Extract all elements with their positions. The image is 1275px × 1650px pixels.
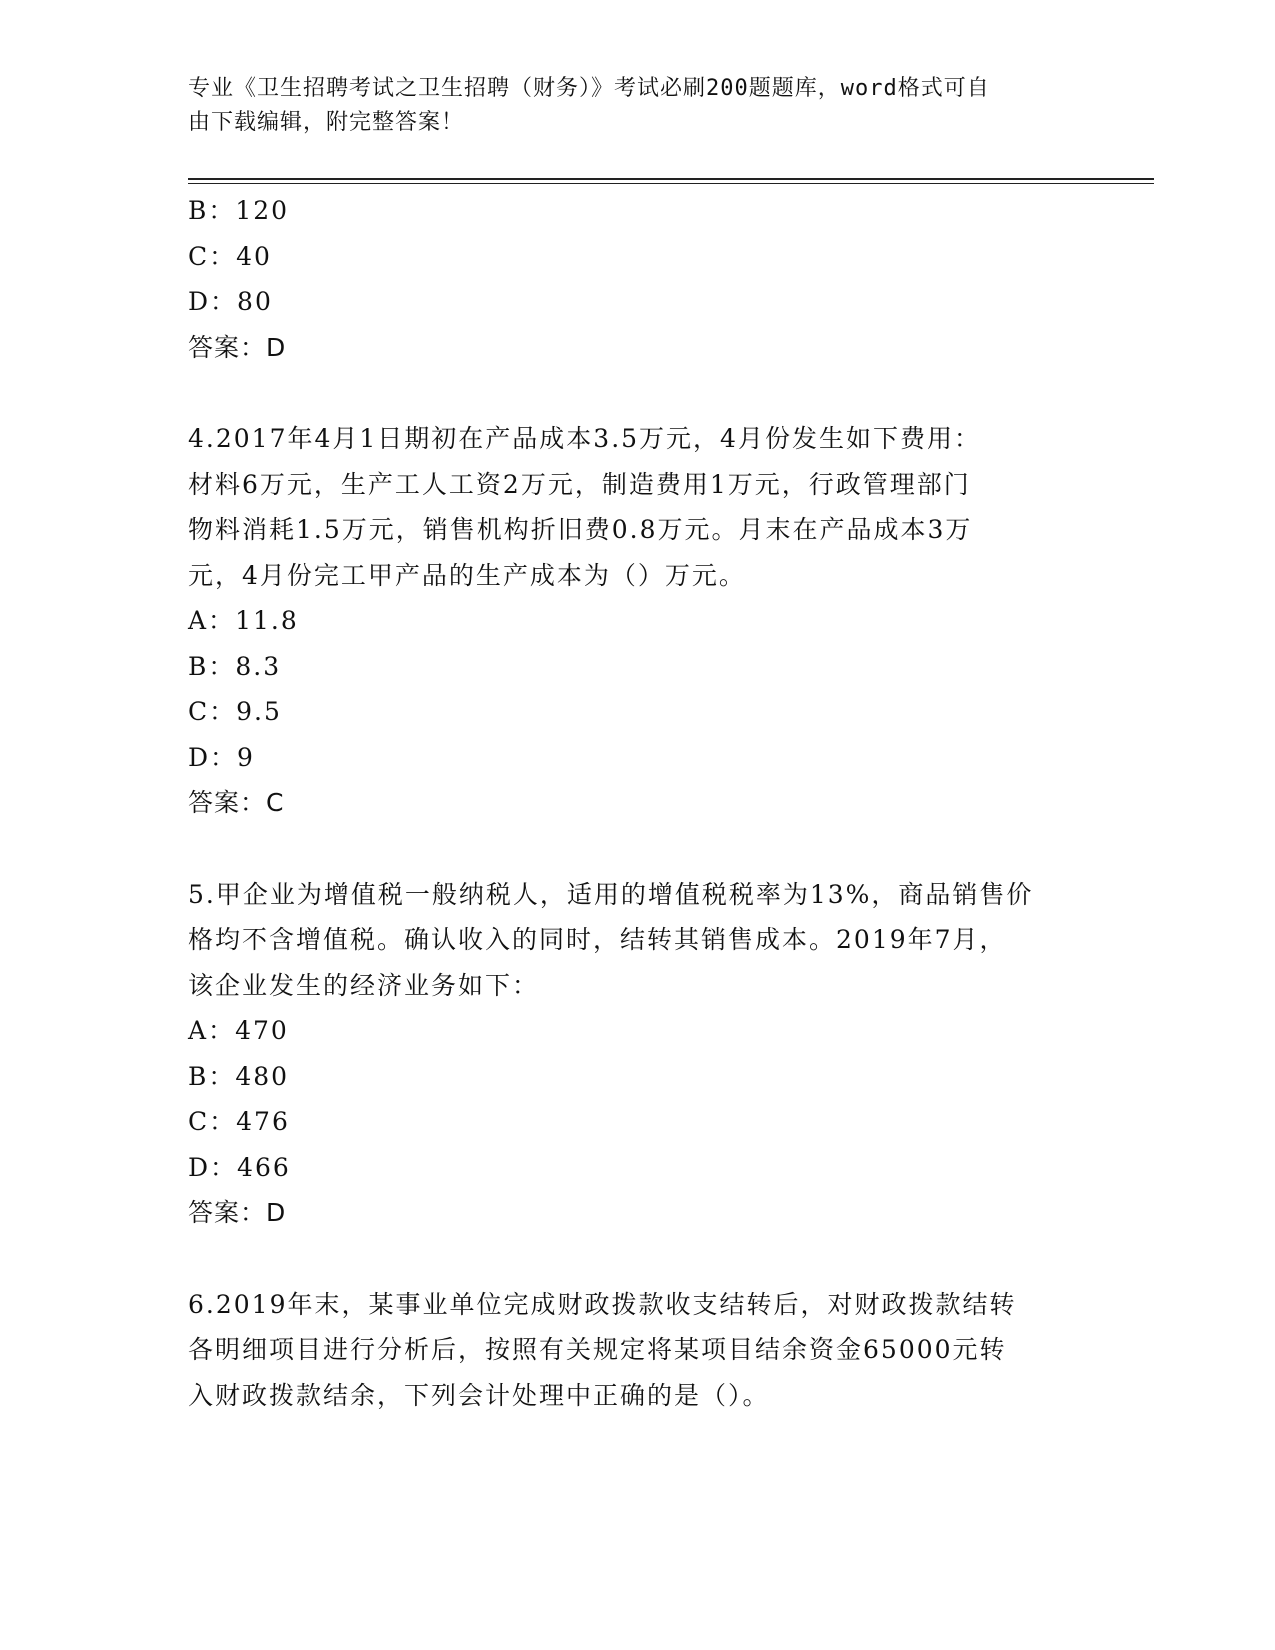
option-a (188, 1008, 1088, 1054)
option-value: 476 (236, 1107, 290, 1136)
header-line-2: 由下载编辑，附完整答案！ (188, 110, 465, 135)
option-label: D： (188, 1152, 238, 1182)
answer (188, 1190, 1088, 1236)
option-b (188, 188, 1088, 234)
answer (188, 780, 1088, 826)
header-rule-thick (188, 178, 1154, 180)
option-value: 9.5 (236, 697, 282, 726)
option-label: B： (188, 1061, 236, 1091)
answer-value: D (266, 1198, 287, 1227)
option-value: 470 (235, 1016, 289, 1045)
question-4 (188, 416, 1088, 826)
question-3-tail (188, 188, 1088, 370)
answer-value: C (266, 788, 285, 817)
option-c (188, 234, 1088, 280)
document-header (188, 72, 1068, 140)
option-b (188, 1054, 1088, 1100)
option-label: C： (188, 241, 237, 271)
option-label: B： (188, 196, 236, 225)
question-stem-line: 该企业发生的经济业务如下： (188, 970, 540, 1000)
answer-label: 答案： (188, 1198, 267, 1227)
option-value: 120 (235, 196, 290, 225)
question-stem-line: 各明细项目进行分析后，按照有关规定将某项目结余资金65000元转 (188, 1335, 1007, 1364)
question-content (188, 188, 1088, 1418)
option-value: 80 (237, 287, 273, 316)
option-value: 9 (237, 742, 255, 772)
question-stem-line: 6.2019年末，某事业单位完成财政拨款收支结转后，对财政拨款结转 (188, 1289, 1017, 1319)
header-line-1: 专业《卫生招聘考试之卫生招聘（财务）》考试必刷200题题库，word格式可自 (188, 76, 990, 101)
option-d (188, 1145, 1088, 1191)
option-value: 11.8 (235, 606, 299, 635)
option-label: D： (188, 742, 238, 772)
option-c (188, 689, 1088, 735)
question-5 (188, 872, 1088, 1236)
answer (188, 325, 1088, 371)
question-stem-line: 格均不含增值税。确认收入的同时，结转其销售成本。2019年7月， (188, 925, 1007, 954)
option-c (188, 1099, 1088, 1145)
option-b (188, 644, 1088, 690)
answer-label: 答案： (188, 788, 267, 817)
answer-value: D (266, 332, 287, 362)
option-value: 466 (237, 1152, 291, 1182)
option-value: 40 (236, 241, 272, 271)
option-label: D： (188, 287, 238, 316)
option-label: A： (188, 606, 236, 635)
option-label: C： (188, 1107, 237, 1136)
question-6 (188, 1282, 1088, 1419)
option-label: C： (188, 697, 237, 726)
question-stem-line: 材料6万元，生产工人工资2万元，制造费用1万元，行政管理部门 (188, 469, 971, 499)
question-stem-line: 元，4月份完工甲产品的生产成本为（）万元。 (188, 560, 746, 590)
option-label: A： (188, 1016, 236, 1045)
option-value: 8.3 (235, 651, 282, 681)
option-d (188, 279, 1088, 325)
option-value: 480 (235, 1061, 290, 1091)
question-stem-line: 5.甲企业为增值税一般纳税人，适用的增值税税率为13%，商品销售价 (188, 879, 1034, 909)
answer-label: 答案： (188, 332, 267, 362)
option-label: B： (188, 651, 236, 681)
header-rule-thin (188, 183, 1154, 184)
question-stem-line: 入财政拨款结余，下列会计处理中正确的是（）。 (188, 1380, 770, 1410)
option-a (188, 598, 1088, 644)
option-d (188, 735, 1088, 781)
question-stem-line: 4.2017年4月1日期初在产品成本3.5万元，4月份发生如下费用： (188, 424, 981, 453)
question-stem-line: 物料消耗1.5万元，销售机构折旧费0.8万元。月末在产品成本3万 (188, 515, 973, 544)
